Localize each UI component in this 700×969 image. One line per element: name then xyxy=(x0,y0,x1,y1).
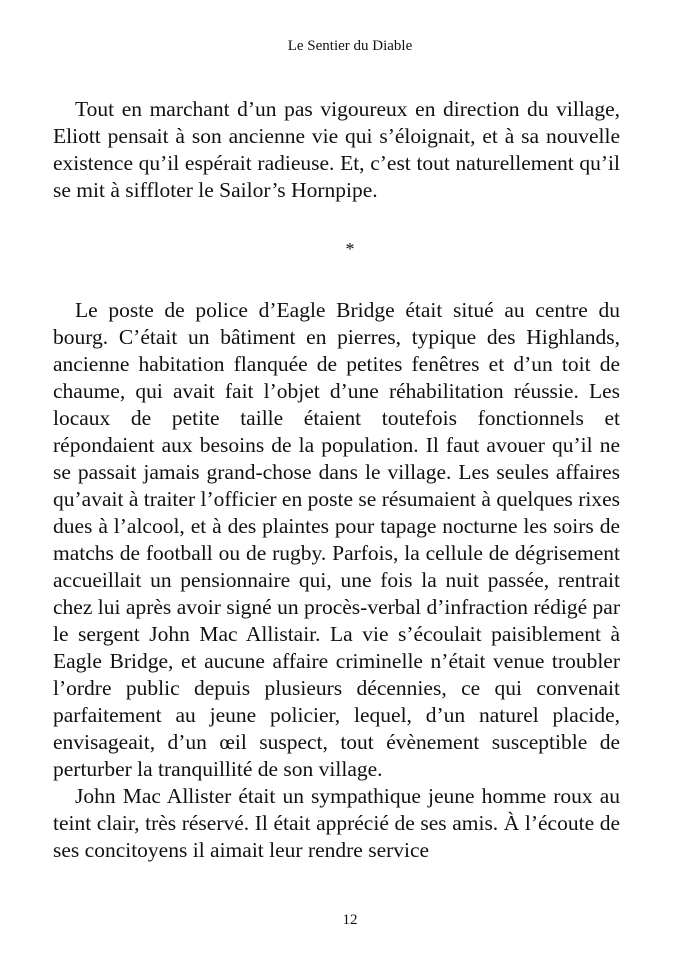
paragraph: John Mac Allister était un sympathique jeune homme roux au teint clair, très réservé. Il était apprécié de ses amis. À l’écoute de ses concitoyens il aimait leur rendre service xyxy=(53,784,620,862)
paragraph: Le poste de police d’Eagle Bridge était situé au centre du bourg. C’était un bâtiment en pierres, typique des Highlands, ancienne habitation flanquée de petites fenêtres et d’un toit de chaume, qui avait fait l’objet d’une réhabilitation réussie. Les locaux de petite taille étaient toutefois fonctionnels et répondaient aux besoins de la population. Il faut avouer qu’il ne se passait jamais grand-chose dans le village. Les seules affaires qu’avait à traiter l’officier en poste se résumaient à quelques rixes dues à l’alcool, et à des plaintes pour tapage nocturne les soirs de matchs de football ou de rugby. Parfois, la cellule de dégrisement accueillait un pensionnaire qui, une fois la nuit passée, rentrait chez lui après avoir signé un procès-verbal d’infraction rédigé par le sergent John Mac Allistair. La vie s’écoulait paisiblement à Eagle Bridge, et aucune affaire criminelle n’était venue troubler l’ordre public depuis plusieurs décennies, ce qui convenait parfaitement au jeune policier, lequel, d’un naturel placide, envisageait, d’un œil suspect, tout évènement susceptible de perturber la tranquillité de son village. xyxy=(53,298,620,781)
page-number: 12 xyxy=(342,912,358,928)
text-block-main xyxy=(53,297,620,864)
text-block-top xyxy=(53,96,620,204)
paragraph: Tout en marchant d’un pas vigoureux en direction du village, Eliott pensait à son ancienne vie qui s’éloignait, et à sa nouvelle existence qu’il espérait radieuse. Et, c’est tout naturellement qu’il se mit à siffloter le Sailor’s Hornpipe. xyxy=(53,97,620,202)
section-separator: * xyxy=(345,239,355,259)
running-header: Le Sentier du Diable xyxy=(287,38,413,54)
